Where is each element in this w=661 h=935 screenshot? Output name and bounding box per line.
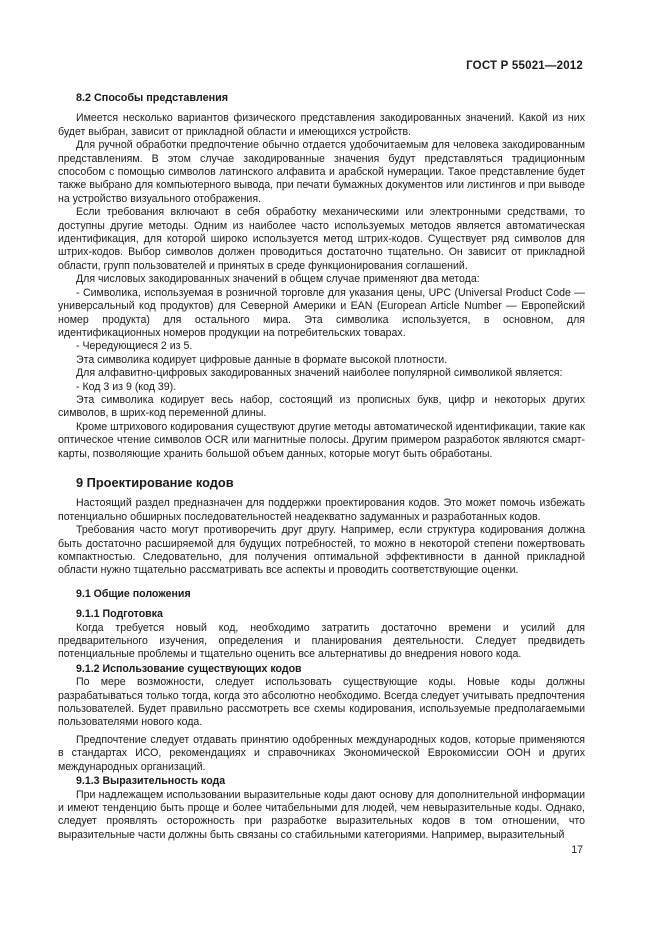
paragraph: Для алфавитно-цифровых закодированных значений наиболее популярной символикой является: bbox=[76, 367, 563, 380]
heading-8-2: 8.2 Способы представления bbox=[76, 92, 229, 104]
paragraph: Требования часто могут противоречить друг другу. Например, если структура кодирования должна быть достаточно расширяемой для будущих потребностей, то можно в некоторой степени пожертвовать компактностью. Следовательно, для получения оптимальной эффективности в данной прикладной области нужно тщательно рассматривать все аспекты и проводить соответствующие оценки. bbox=[58, 524, 585, 577]
list-item: - Чередующиеся 2 из 5. bbox=[76, 340, 193, 353]
paragraph: Эта символика кодирует весь набор, состоящий из прописных букв, цифр и некоторых других символов, в шрих-код переменной длины. bbox=[58, 393, 585, 420]
paragraph: Для ручной обработки предпочтение обычно отдается удобочитаемым для человека закодированным представлениям. В этом случае закодированные значения будут представляться традиционным способом с помощью символов латинского алфавита и арабской нумерации. Такое представление будет также выбрано для компьютерного вывода, при печати бумажных документов или листингов и при выводе на устройство визуального отображения. bbox=[58, 139, 585, 205]
heading-9-1-3: 9.1.3 Выразительность кода bbox=[76, 775, 226, 788]
paragraph: Имеется несколько вариантов физического представления закодированных значений. Какой из них будет выбран, зависит от прикладной области и имеющихся устройств. bbox=[58, 112, 585, 138]
paragraph: Кроме штрихового кодирования существуют другие методы автоматической идентификации, такие как оптическое чтение символов OCR или магнитные полосы. Другим примером разработок являются смарт-карты, позволяющие хранить большой объем данных, которые могут быть обработаны. bbox=[58, 420, 585, 460]
heading-9-1-1: 9.1.1 Подготовка bbox=[76, 608, 163, 621]
paragraph: Для числовых закодированных значений в общем случае применяют два метода: bbox=[76, 273, 480, 286]
paragraph: Когда требуется новый код, необходимо затратить достаточно времени и усилий для предварительного изучения, определения и планирования деятельности. Следует предвидеть потенциальные проблемы и тщательно оценить все альтернативы до внедрения нового кода. bbox=[58, 621, 585, 661]
list-item: - Код 3 из 9 (код 39). bbox=[76, 380, 177, 393]
paragraph: При надлежащем использовании выразительные коды дают основу для дополнительной информации и имеют тенденцию быть проще и более читабельными для людей, чем невыразительные коды. Однако, следует проявлять осторожность при разработке выразительных кодов в том отношении, что выразительные части должны быть связаны со стабильными категориями. Например, выразительный bbox=[58, 788, 585, 841]
paragraph: Эта символика кодирует цифровые данные в формате высокой плотности. bbox=[76, 353, 448, 366]
paragraph: Настоящий раздел предназначен для поддержки проектирования кодов. Это может помочь избежать потенциально обширных последовательностей неадекватно задуманных и разработанных кодов. bbox=[58, 497, 585, 523]
standard-designation: ГОСТ Р 55021—2012 bbox=[466, 60, 583, 72]
page-content bbox=[58, 86, 585, 842]
heading-9: 9 Проектирование кодов bbox=[76, 474, 234, 490]
heading-9-1: 9.1 Общие положения bbox=[76, 587, 191, 600]
paragraph: Предпочтение следует отдавать принятию одобренных международных кодов, которые применяются в стандартах ИСО, рекомендациях и справочниках Экономической Еврокомиссии ООН и других международных организаций. bbox=[58, 733, 585, 773]
page-number: 17 bbox=[571, 844, 583, 856]
list-item: - Символика, используемая в розничной торговле для указания цены, UPC (Universal Product Code — универсальный код продуктов) для Северной Америки и EAN (European Article Number — Европейский номер продукта) для остального мира. Эта символика используется, в основном, для идентификационных номеров продукции на потребительских товарах. bbox=[58, 286, 585, 339]
paragraph: Если требования включают в себя обработку механическими или электронными средствами, то доступны другие методы. Одним из наиболее часто используемых методов является автоматическая идентификация, для которой широко используется метод штрих-кодов. Существует ряд символов для штрих-кодов. Выбор символов должен проводиться достаточно тщательно. Он зависит от прикладной области, групп пользователей и принятых в среде функционирования соглашений. bbox=[58, 206, 585, 272]
paragraph: По мере возможности, следует использовать существующие коды. Новые коды должны разрабатываться только тогда, когда это абсолютно необходимо. Всегда следует учитывать предпочтения пользователей. Будет правильно рассмотреть все схемы кодирования, используемые предполагаемыми пользователями нового кода. bbox=[58, 676, 585, 729]
heading-9-1-2: 9.1.2 Использование существующих кодов bbox=[76, 662, 302, 675]
